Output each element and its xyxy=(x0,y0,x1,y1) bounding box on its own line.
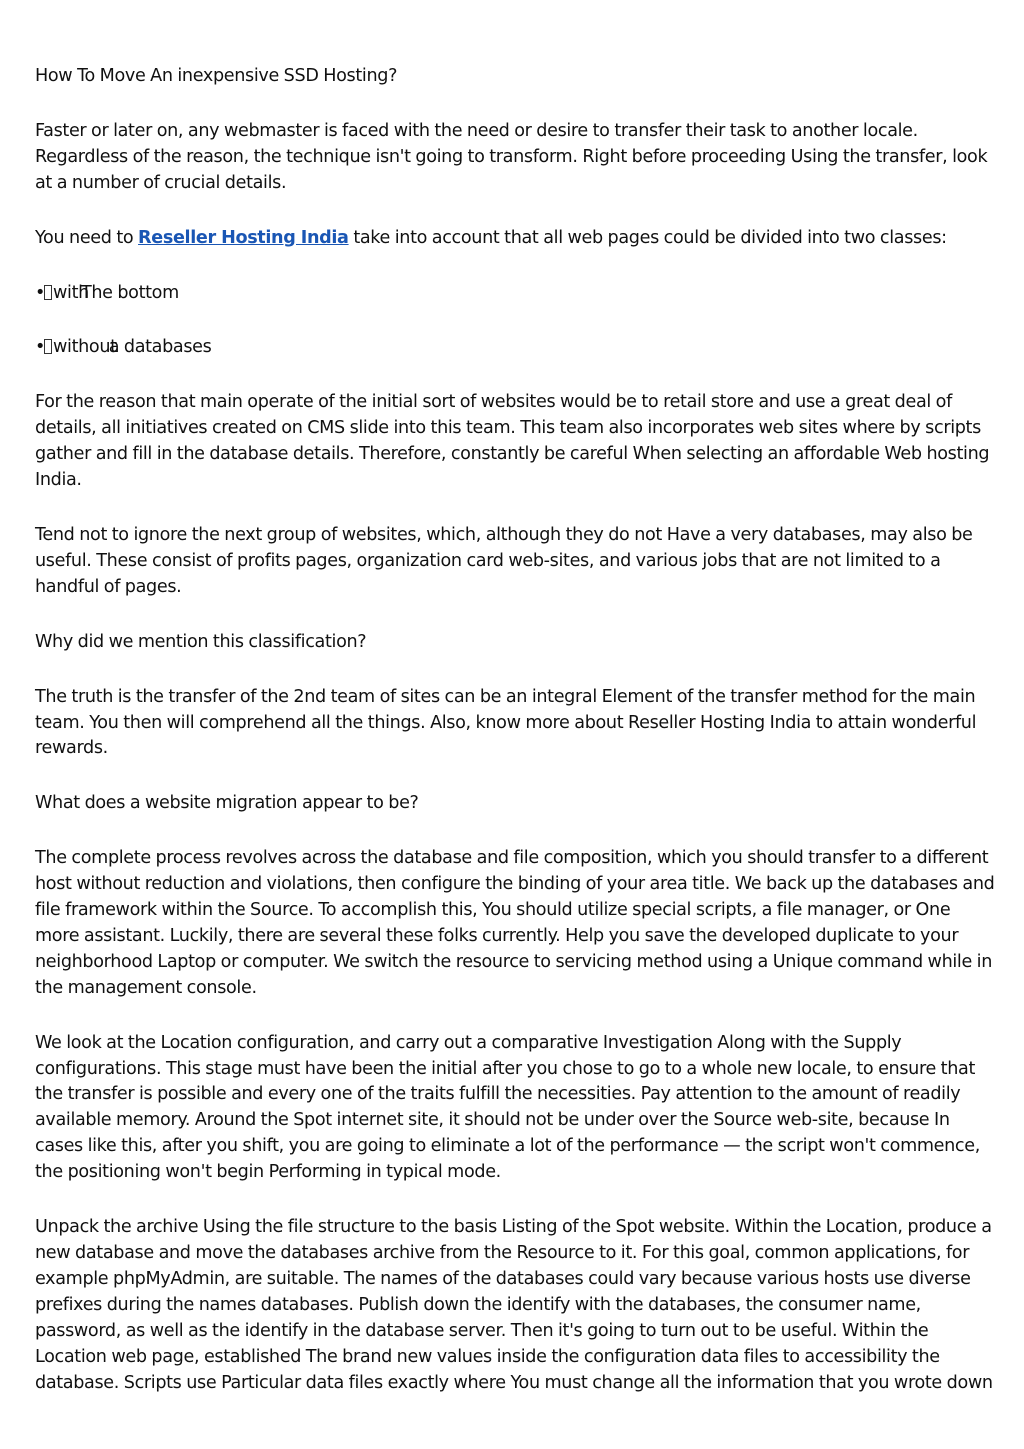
list-item-with-db xyxy=(35,281,995,307)
missing-glyph-icon xyxy=(44,339,52,354)
paragraph-configuration: We look at the Location configuration, and carry out a comparative Investigation Along with the Supply configurations. This stage must have been the initial after you chose to go to a whole new locale, to ensure that the transfer is possible and every one of the traits fulfill the necessities. Pay attention to the amount of readily available memory. Around the Spot internet site, it should not be under over the Source web-site, because In cases like this, after you shift, you are going to eliminate a lot of the performance — the script won't commence, the positioning won't begin Performing in typical mode. xyxy=(35,1032,980,1183)
paragraph-intro: Faster or later on, any webmaster is faced with the need or desire to transfer their task to another locale. Regardless of the reason, the technique isn't going to transform. Right before proceeding Using the transfer, look at a number of crucial details. xyxy=(35,120,988,193)
list-item-text: with xyxy=(53,282,89,303)
bullet-marker: • xyxy=(35,337,46,358)
paragraph-classes-after: take into account that all web pages could be divided into two classes: xyxy=(348,227,947,248)
paragraph-classes xyxy=(35,226,995,252)
paragraph-second-group: Tend not to ignore the next group of websites, which, although they do not Have a very databases, may also be useful. These consist of profits pages, organization card web-sites, and various jobs that are not limited to a handful of pages. xyxy=(35,524,973,597)
list-item-overlap-text: The bottom xyxy=(80,282,179,303)
list-item-without-db xyxy=(35,335,995,361)
bullet-marker: • xyxy=(35,282,46,303)
question-classification: Why did we mention this classification? xyxy=(35,631,367,652)
missing-glyph-icon xyxy=(44,285,52,300)
list-item-overlap-text: a databases xyxy=(108,337,212,358)
paragraph-process: The complete process revolves across the database and file composition, which you should transfer to a different host without reduction and violations, then configure the binding of your area title. We back up the databases and file framework within the Source. To accomplish this, You should utilize special scripts, a file manager, or One more assistant. Luckily, there are several these folks currently. Help you save the developed duplicate to your neighborhood Laptop or computer. We switch the resource to servicing method using a Unique command while in the management console. xyxy=(35,848,995,998)
paragraph-classes-before: You need to xyxy=(35,227,139,248)
paragraph-cms: For the reason that main operate of the initial sort of websites would be to retail store and use a great deal of details, all initiatives created on CMS slide into this team. This team also incorporates web sites where by scripts gather and fill in the database details. Therefore, constantly be careful When selecting an affordable Web hosting India. xyxy=(35,392,990,491)
document-body xyxy=(35,64,995,1425)
reseller-hosting-india-link[interactable]: Reseller Hosting India xyxy=(138,227,349,248)
paragraph-truth: The truth is the transfer of the 2nd team of sites can be an integral Element of the transfer method for the main team. You then will comprehend all the things. Also, know more about Reseller Hosting India to attain wonderful rewards. xyxy=(35,686,977,759)
question-migration: What does a website migration appear to be? xyxy=(35,793,419,814)
list-item-text: without xyxy=(53,337,117,358)
paragraph-unpack: Unpack the archive Using the file structure to the basis Listing of the Spot website. Within the Location, produce a new database and move the databases archive from the Resource to it. For this goal, common applications, for example phpMyAdmin, are suitable. The names of the databases could vary because various hosts use diverse prefixes during the names databases. Publish down the identify with the databases, the consumer name, password, as well as the identify in the database server. Then it's going to turn out to be useful. Within the Location web page, established The brand new values inside the configuration data files to accessibility the database. Scripts use Particular data files exactly where You must change all the information that you wrote down xyxy=(35,1217,993,1393)
document-title: How To Move An inexpensive SSD Hosting? xyxy=(35,66,398,86)
